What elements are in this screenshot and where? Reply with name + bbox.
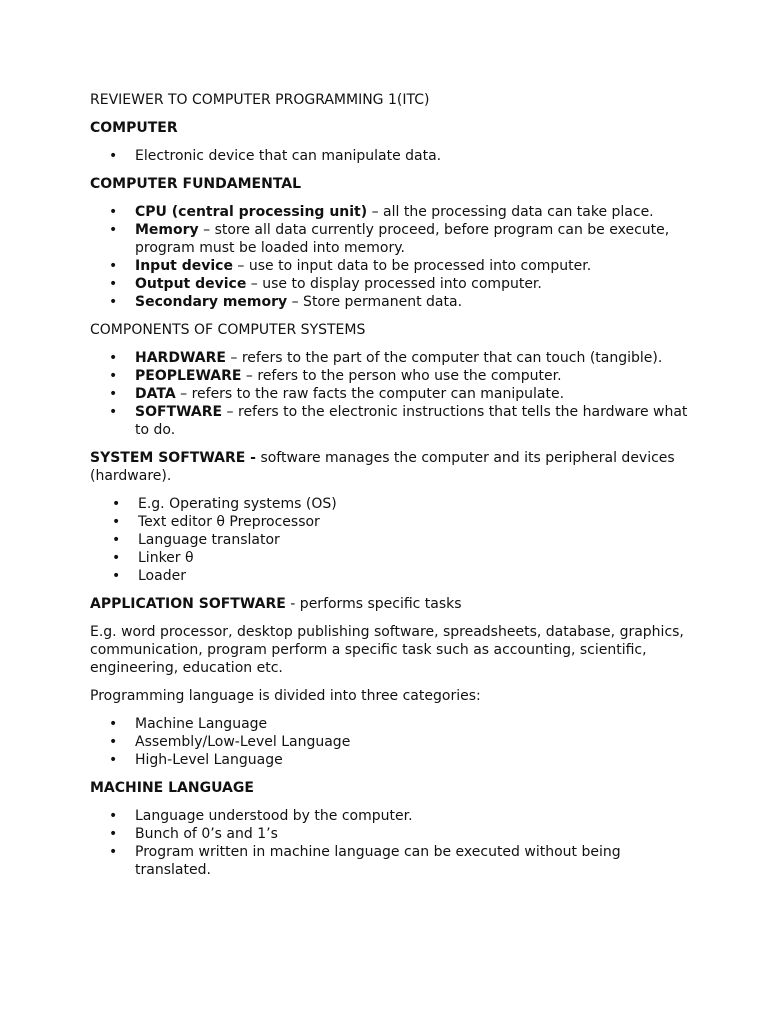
list-item-term: PEOPLEWARE xyxy=(135,368,242,384)
list-item-text: Language understood by the computer. xyxy=(135,808,413,824)
list-item xyxy=(90,385,690,403)
list-item-text: – Store permanent data. xyxy=(287,294,463,310)
list-item xyxy=(90,807,690,825)
list-item-text: Bunch of 0’s and 1’s xyxy=(135,826,278,842)
list-item xyxy=(90,513,690,531)
list-item-text: Machine Language xyxy=(135,716,268,732)
list-components xyxy=(90,349,690,439)
bullet-icon: • xyxy=(109,752,118,768)
document-title: REVIEWER TO COMPUTER PROGRAMMING 1(ITC) xyxy=(90,92,430,108)
application-software-desc: - performs specific tasks xyxy=(285,596,462,612)
list-item-term: SOFTWARE xyxy=(135,404,223,420)
list-item-text: Assembly/Low-Level Language xyxy=(135,734,351,750)
list-item-text: Text editor θ Preprocessor xyxy=(138,514,320,530)
list-item xyxy=(90,567,690,585)
list-item-text: – refers to the person who use the computer. xyxy=(241,368,562,384)
bullet-icon: • xyxy=(109,222,118,238)
list-item xyxy=(90,495,690,513)
list-item-term: CPU (central processing unit) xyxy=(135,204,368,220)
bullet-icon: • xyxy=(109,826,118,842)
bullet-icon: • xyxy=(109,844,118,860)
list-item-term: Input device xyxy=(135,258,233,274)
list-system-software xyxy=(90,495,690,585)
bullet-icon: • xyxy=(109,386,118,402)
system-software-term: SYSTEM SOFTWARE - xyxy=(90,450,256,466)
list-item xyxy=(90,549,690,567)
list-item xyxy=(90,843,690,879)
list-item xyxy=(90,403,690,439)
list-item xyxy=(90,349,690,367)
list-item-text: – use to input data to be processed into computer. xyxy=(232,258,592,274)
heading-computer: COMPUTER xyxy=(90,120,178,136)
list-item-term: Secondary memory xyxy=(135,294,288,310)
heading-components: COMPONENTS OF COMPUTER SYSTEMS xyxy=(90,322,366,338)
bullet-icon: • xyxy=(112,550,121,566)
bullet-icon: • xyxy=(112,496,121,512)
bullet-icon: • xyxy=(109,808,118,824)
list-item-text: – refers to the electronic instructions that tells the hardware what to do. xyxy=(135,404,688,438)
list-item-text: Linker θ xyxy=(138,550,194,566)
list-computer-fundamental xyxy=(90,203,690,311)
list-item-text: – refers to the part of the computer that can touch (tangible). xyxy=(225,350,663,366)
bullet-icon: • xyxy=(109,204,118,220)
bullet-icon: • xyxy=(109,276,118,292)
list-item xyxy=(90,751,690,769)
list-item-term: Output device xyxy=(135,276,247,292)
bullet-icon: • xyxy=(112,514,121,530)
list-item xyxy=(90,825,690,843)
heading-computer-fundamental: COMPUTER FUNDAMENTAL xyxy=(90,176,302,192)
bullet-icon: • xyxy=(112,532,121,548)
document-page xyxy=(90,91,690,889)
system-software-paragraph xyxy=(90,449,690,485)
list-item-text: – use to display processed into computer. xyxy=(246,276,542,292)
list-item xyxy=(90,147,690,165)
bullet-icon: • xyxy=(109,148,118,164)
list-item-text: High-Level Language xyxy=(135,752,283,768)
list-item-text: – store all data currently proceed, before program can be execute, program must be loaded into memory. xyxy=(135,222,670,256)
list-item xyxy=(90,257,690,275)
application-software-term: APPLICATION SOFTWARE xyxy=(90,596,286,612)
list-item xyxy=(90,203,690,221)
application-software-paragraph xyxy=(90,595,690,613)
bullet-icon: • xyxy=(109,350,118,366)
list-item xyxy=(90,531,690,549)
heading-machine-language: MACHINE LANGUAGE xyxy=(90,780,254,796)
application-software-example: E.g. word processor, desktop publishing software, spreadsheets, database, graphics, communication, program perform a specific task such as accounting, scientific, engineering, education etc. xyxy=(90,624,684,676)
list-languages xyxy=(90,715,690,769)
list-item xyxy=(90,733,690,751)
list-item xyxy=(90,715,690,733)
list-item xyxy=(90,367,690,385)
list-item-text: Program written in machine language can be executed without being translated. xyxy=(135,844,621,878)
bullet-icon: • xyxy=(109,368,118,384)
bullet-icon: • xyxy=(109,294,118,310)
list-computer xyxy=(90,147,690,165)
list-item xyxy=(90,293,690,311)
bullet-icon: • xyxy=(109,716,118,732)
list-item-text: Language translator xyxy=(138,532,280,548)
bullet-icon: • xyxy=(109,404,118,420)
bullet-icon: • xyxy=(109,734,118,750)
list-item-text: Loader xyxy=(138,568,186,584)
list-item-term: HARDWARE xyxy=(135,350,226,366)
list-item-term: Memory xyxy=(135,222,199,238)
list-item-text: Electronic device that can manipulate data. xyxy=(135,148,442,164)
bullet-icon: • xyxy=(109,258,118,274)
list-item-text: E.g. Operating systems (OS) xyxy=(138,496,337,512)
system-software-desc: software manages the computer and its peripheral devices (hardware). xyxy=(90,450,675,484)
list-item-text: – refers to the raw facts the computer can manipulate. xyxy=(175,386,565,402)
list-item xyxy=(90,221,690,257)
list-item-term: DATA xyxy=(135,386,176,402)
bullet-icon: • xyxy=(112,568,121,584)
list-item xyxy=(90,275,690,293)
languages-intro: Programming language is divided into three categories: xyxy=(90,688,481,704)
list-machine-language xyxy=(90,807,690,879)
list-item-text: – all the processing data can take place. xyxy=(367,204,654,220)
